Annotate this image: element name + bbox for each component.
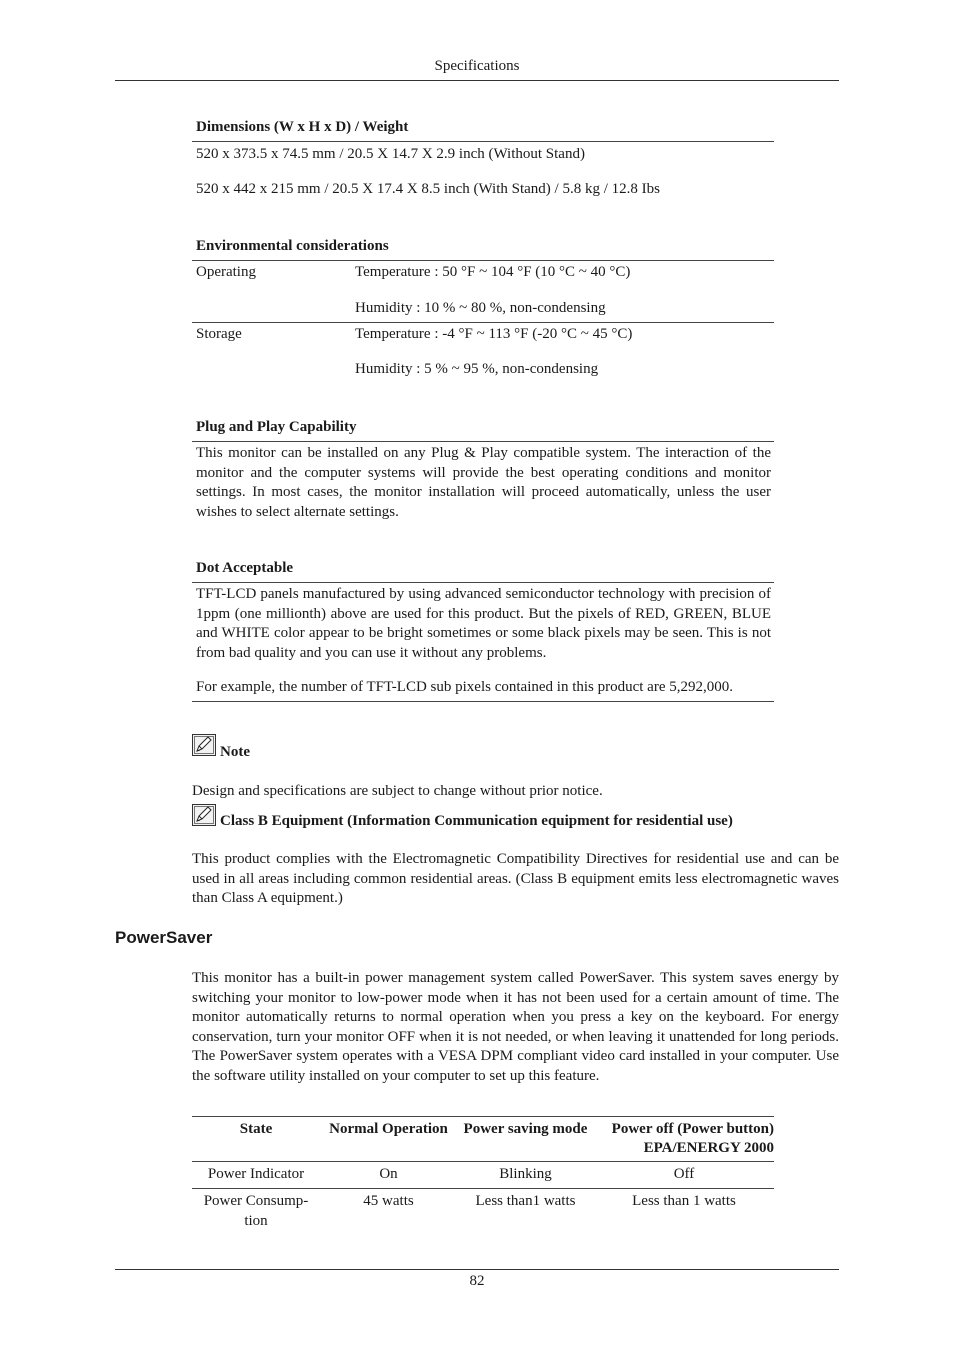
power-row-2-saving: Less than1 watts	[475, 1193, 576, 1209]
dot-acceptable-title: Dot Acceptable	[196, 560, 294, 576]
page-header-title: Specifications	[434, 58, 520, 74]
power-table-header-off: Power off (Power button) EPA/ENERGY 2000	[611, 1121, 774, 1156]
note-text: Design and specifications are subject to change without prior notice.	[192, 783, 603, 799]
environment-storage-label: Storage	[196, 326, 242, 342]
power-row-2-state: Power Consump- tion	[203, 1193, 309, 1229]
power-table-header-normal: Normal Operation	[329, 1121, 448, 1137]
power-row-2-normal: 45 watts	[363, 1193, 414, 1209]
power-table-header-state: State	[239, 1121, 273, 1137]
power-table	[192, 1120, 774, 1162]
power-row-1-off: Off	[673, 1166, 695, 1182]
environment-rule-middle	[192, 322, 774, 323]
environment-operating-humidity: Humidity : 10 % ~ 80 %, non-condensing	[355, 300, 606, 316]
dimensions-rule	[192, 141, 774, 142]
powersaver-text: This monitor has a built-in power management system called PowerSaver. This system saves energy by switching your monitor to low-power mode when it has not been used for a certain amount of time. The monitor automatically returns to normal operation when you press a key on the keyboard. For energy conservation, turn your monitor OFF when it is not needed, or when leaving it unattended for long periods. The PowerSaver system operates with a VESA DPM compliant video card installed in your computer. Use the software utility installed on your computer to set up this feature.	[192, 970, 839, 1084]
environment-title: Environmental considerations	[196, 238, 389, 254]
power-row-1-state: Power Indicator	[207, 1166, 305, 1182]
footer-rule	[115, 1269, 839, 1270]
power-table-rule-header	[192, 1161, 774, 1162]
power-row-2-off: Less than 1 watts	[632, 1193, 736, 1209]
dimensions-line-1: 520 x 373.5 x 74.5 mm / 20.5 X 14.7 X 2.9 inch (Without Stand)	[196, 146, 585, 162]
class-b-text: This product complies with the Electromagnetic Compatibility Directives for residential use and can be used in all areas including common residential areas. (Class B equipment emits less electromagnetic waves than Class A equipment.)	[192, 851, 839, 906]
note-label: Note	[220, 744, 250, 760]
class-b-title: Class B Equipment (Information Communication equipment for residential use)	[220, 813, 733, 829]
dimensions-title: Dimensions (W x H x D) / Weight	[196, 119, 409, 135]
dimensions-line-2: 520 x 442 x 215 mm / 20.5 X 17.4 X 8.5 inch (With Stand) / 5.8 kg / 12.8 Ibs	[196, 181, 660, 197]
power-row-1-saving: Blinking	[499, 1166, 552, 1182]
power-table-rule-row	[192, 1188, 774, 1189]
dot-acceptable-text-1: TFT-LCD panels manufactured by using advanced semiconductor technology with precision of 1ppm (one millionth) above are used for this product. But the pixels of RED, GREEN, BLUE and WHITE color appear to be bright sometimes or some black pixels may be seen. This is not from bad quality and you can use it without any problems.	[196, 586, 771, 661]
power-row-1-normal: On	[379, 1166, 398, 1182]
environment-storage-temperature: Temperature : -4 °F ~ 113 °F (-20 °C ~ 45 °C)	[355, 326, 633, 342]
header-rule	[115, 80, 839, 81]
powersaver-heading: PowerSaver	[115, 928, 213, 947]
plug-and-play-title: Plug and Play Capability	[196, 419, 357, 435]
plug-and-play-text: This monitor can be installed on any Plug & Play compatible system. The interaction of the monitor and the computer systems will provide the best operating conditions and monitor settings. In most cases, the monitor installation will proceed automatically, unless the user wishes to select alternate settings.	[196, 445, 771, 520]
power-table-header-row	[192, 1120, 774, 1162]
dot-acceptable-rule-bottom	[192, 701, 774, 702]
environment-rule-top	[192, 260, 774, 261]
dot-acceptable-rule-top	[192, 582, 774, 583]
environment-storage-humidity: Humidity : 5 % ~ 95 %, non-condensing	[355, 361, 599, 377]
class-b-note-icon	[192, 804, 216, 831]
environment-operating-temperature: Temperature : 50 °F ~ 104 °F (10 °C ~ 40 °C)	[355, 264, 631, 280]
power-table-header-saving: Power saving mode	[463, 1121, 588, 1137]
environment-operating-label: Operating	[196, 264, 256, 280]
note-icon	[192, 734, 216, 761]
dot-acceptable-text-2: For example, the number of TFT-LCD sub pixels contained in this product are 5,292,000.	[196, 679, 733, 695]
page-number: 82	[469, 1273, 485, 1289]
plug-and-play-rule	[192, 441, 774, 442]
power-table-rule-top	[192, 1116, 774, 1117]
